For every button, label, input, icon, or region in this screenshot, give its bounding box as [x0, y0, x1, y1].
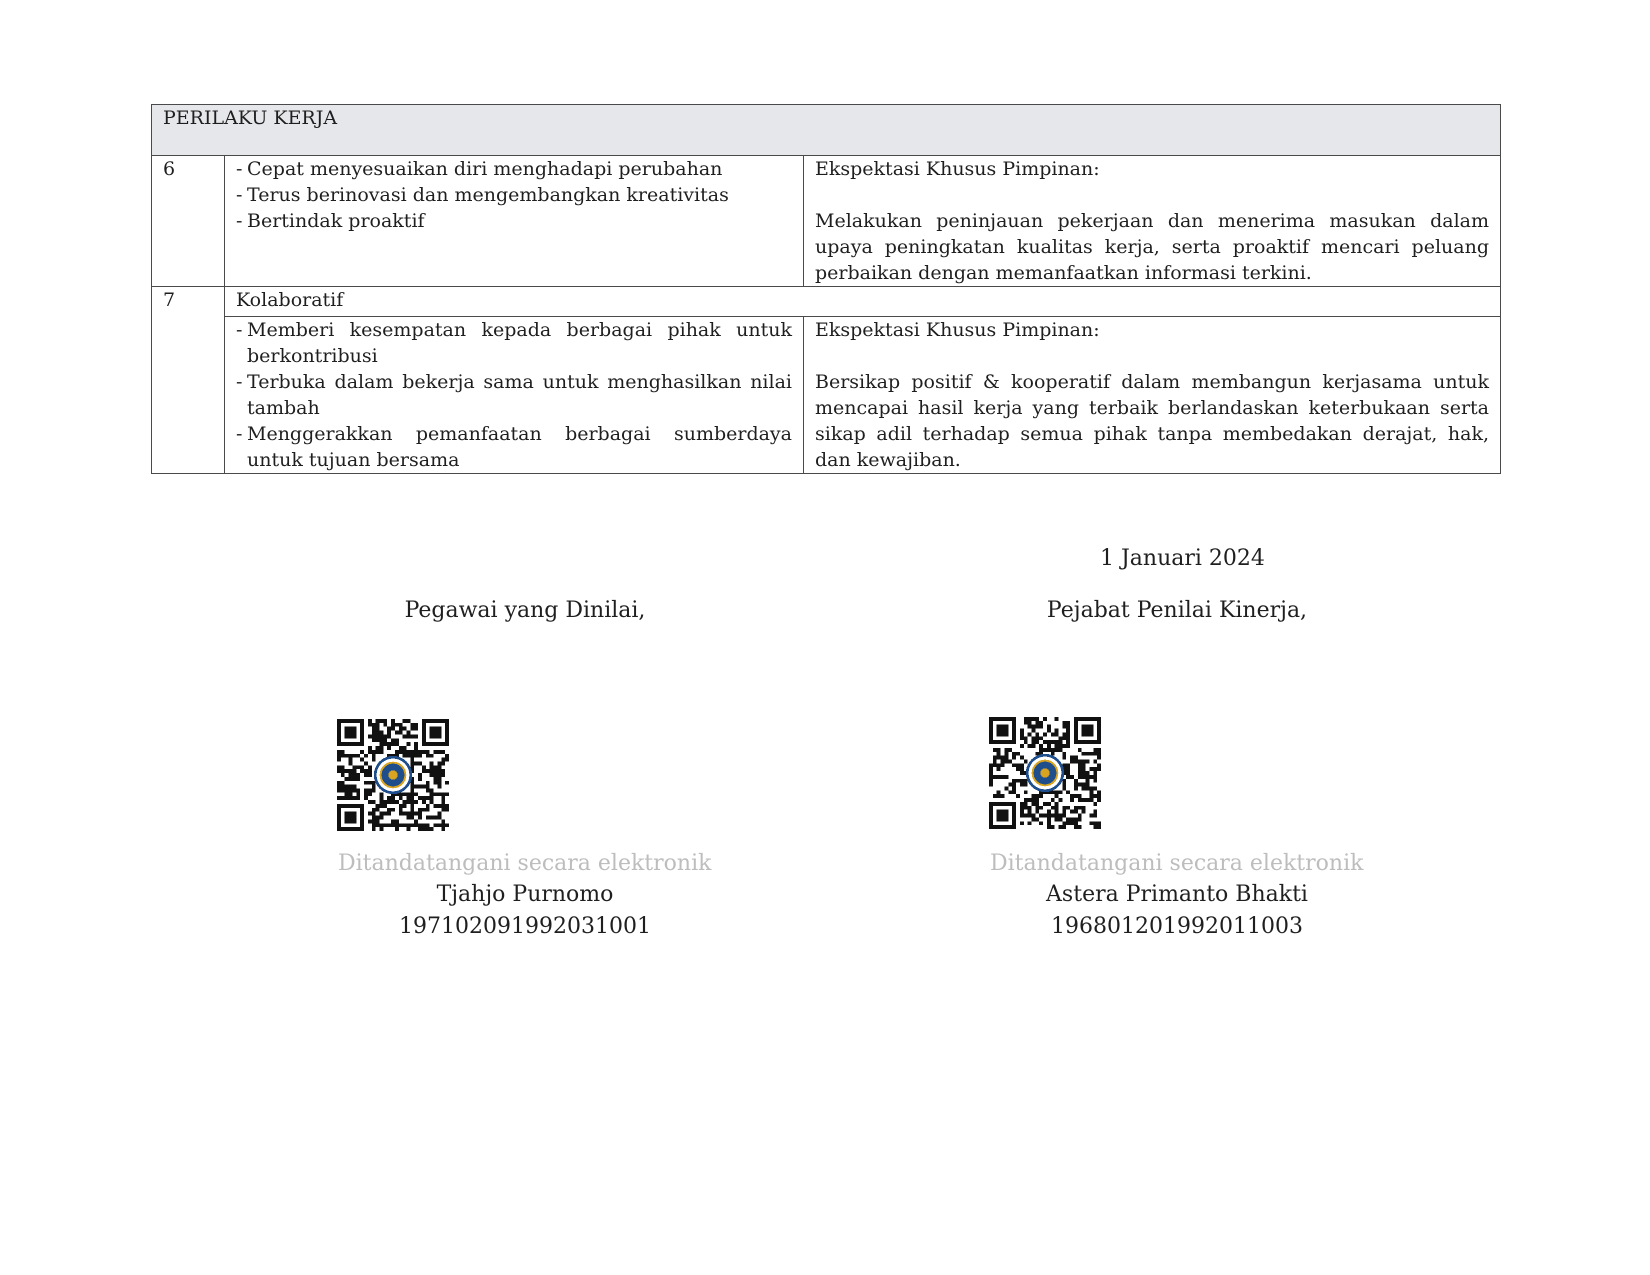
- left-signer-name: Tjahjo Purnomo: [436, 882, 614, 907]
- left-esign-note: Ditandatangani secara elektronik: [338, 851, 712, 876]
- left-signer-role: Pegawai yang Dinilai,: [404, 598, 646, 623]
- right-esign-note: Ditandatangani secara elektronik: [990, 851, 1364, 876]
- expectation-cell: [804, 156, 1501, 287]
- behavior-list: [236, 156, 792, 234]
- left-signer-nip: 197102091992031001: [399, 914, 651, 939]
- table-row: [152, 156, 1501, 287]
- section-title: PERILAKU KERJA: [152, 105, 1501, 156]
- behavior-cell: [225, 156, 804, 287]
- list-item: - Menggerakkan pemanfaatan berbagai sumberdaya untuk tujuan bersama: [236, 421, 792, 473]
- signing-date: 1 Januari 2024: [1100, 546, 1265, 571]
- right-signer-nip: 196801201992011003: [1051, 914, 1303, 939]
- expectation-text: Bersikap positif & kooperatif dalam membangun kerjasama untuk mencapai hasil kerja yang terbaik berlandaskan keterbukaan serta sikap adil terhadap semua pihak tanpa membedakan derajat, hak, dan kewajiban.: [815, 371, 1489, 471]
- list-item: - Terbuka dalam bekerja sama untuk menghasilkan nilai tambah: [236, 369, 792, 421]
- expectation-label: Ekspektasi Khusus Pimpinan:: [815, 319, 1100, 341]
- list-item: - Terus berinovasi dan mengembangkan kreativitas: [236, 182, 792, 208]
- right-signer-role: Pejabat Penilai Kinerja,: [1046, 598, 1308, 623]
- table-row: [152, 287, 1501, 317]
- behavior-cell: [225, 317, 804, 474]
- table-row: [152, 317, 1501, 474]
- list-item: - Memberi kesempatan kepada berbagai pihak untuk berkontribusi: [236, 317, 792, 369]
- right-signer-name: Astera Primanto Bhakti: [1046, 882, 1308, 907]
- row-title: Kolaboratif: [225, 287, 1501, 317]
- expectation-cell: [804, 317, 1501, 474]
- list-item: - Bertindak proaktif: [236, 208, 792, 234]
- list-item: - Cepat menyesuaikan diri menghadapi perubahan: [236, 156, 792, 182]
- perilaku-kerja-table: [151, 104, 1501, 474]
- qr-code-icon: [989, 717, 1101, 829]
- qr-code-icon: [337, 719, 449, 831]
- row-number: 7: [152, 287, 225, 474]
- behavior-list: [236, 317, 792, 473]
- expectation-label: Ekspektasi Khusus Pimpinan:: [815, 158, 1100, 180]
- row-number: 6: [152, 156, 225, 287]
- expectation-text: Melakukan peninjauan pekerjaan dan menerima masukan dalam upaya peningkatan kualitas kerja, serta proaktif mencari peluang perbaikan dengan memanfaatkan informasi terkini.: [815, 210, 1489, 284]
